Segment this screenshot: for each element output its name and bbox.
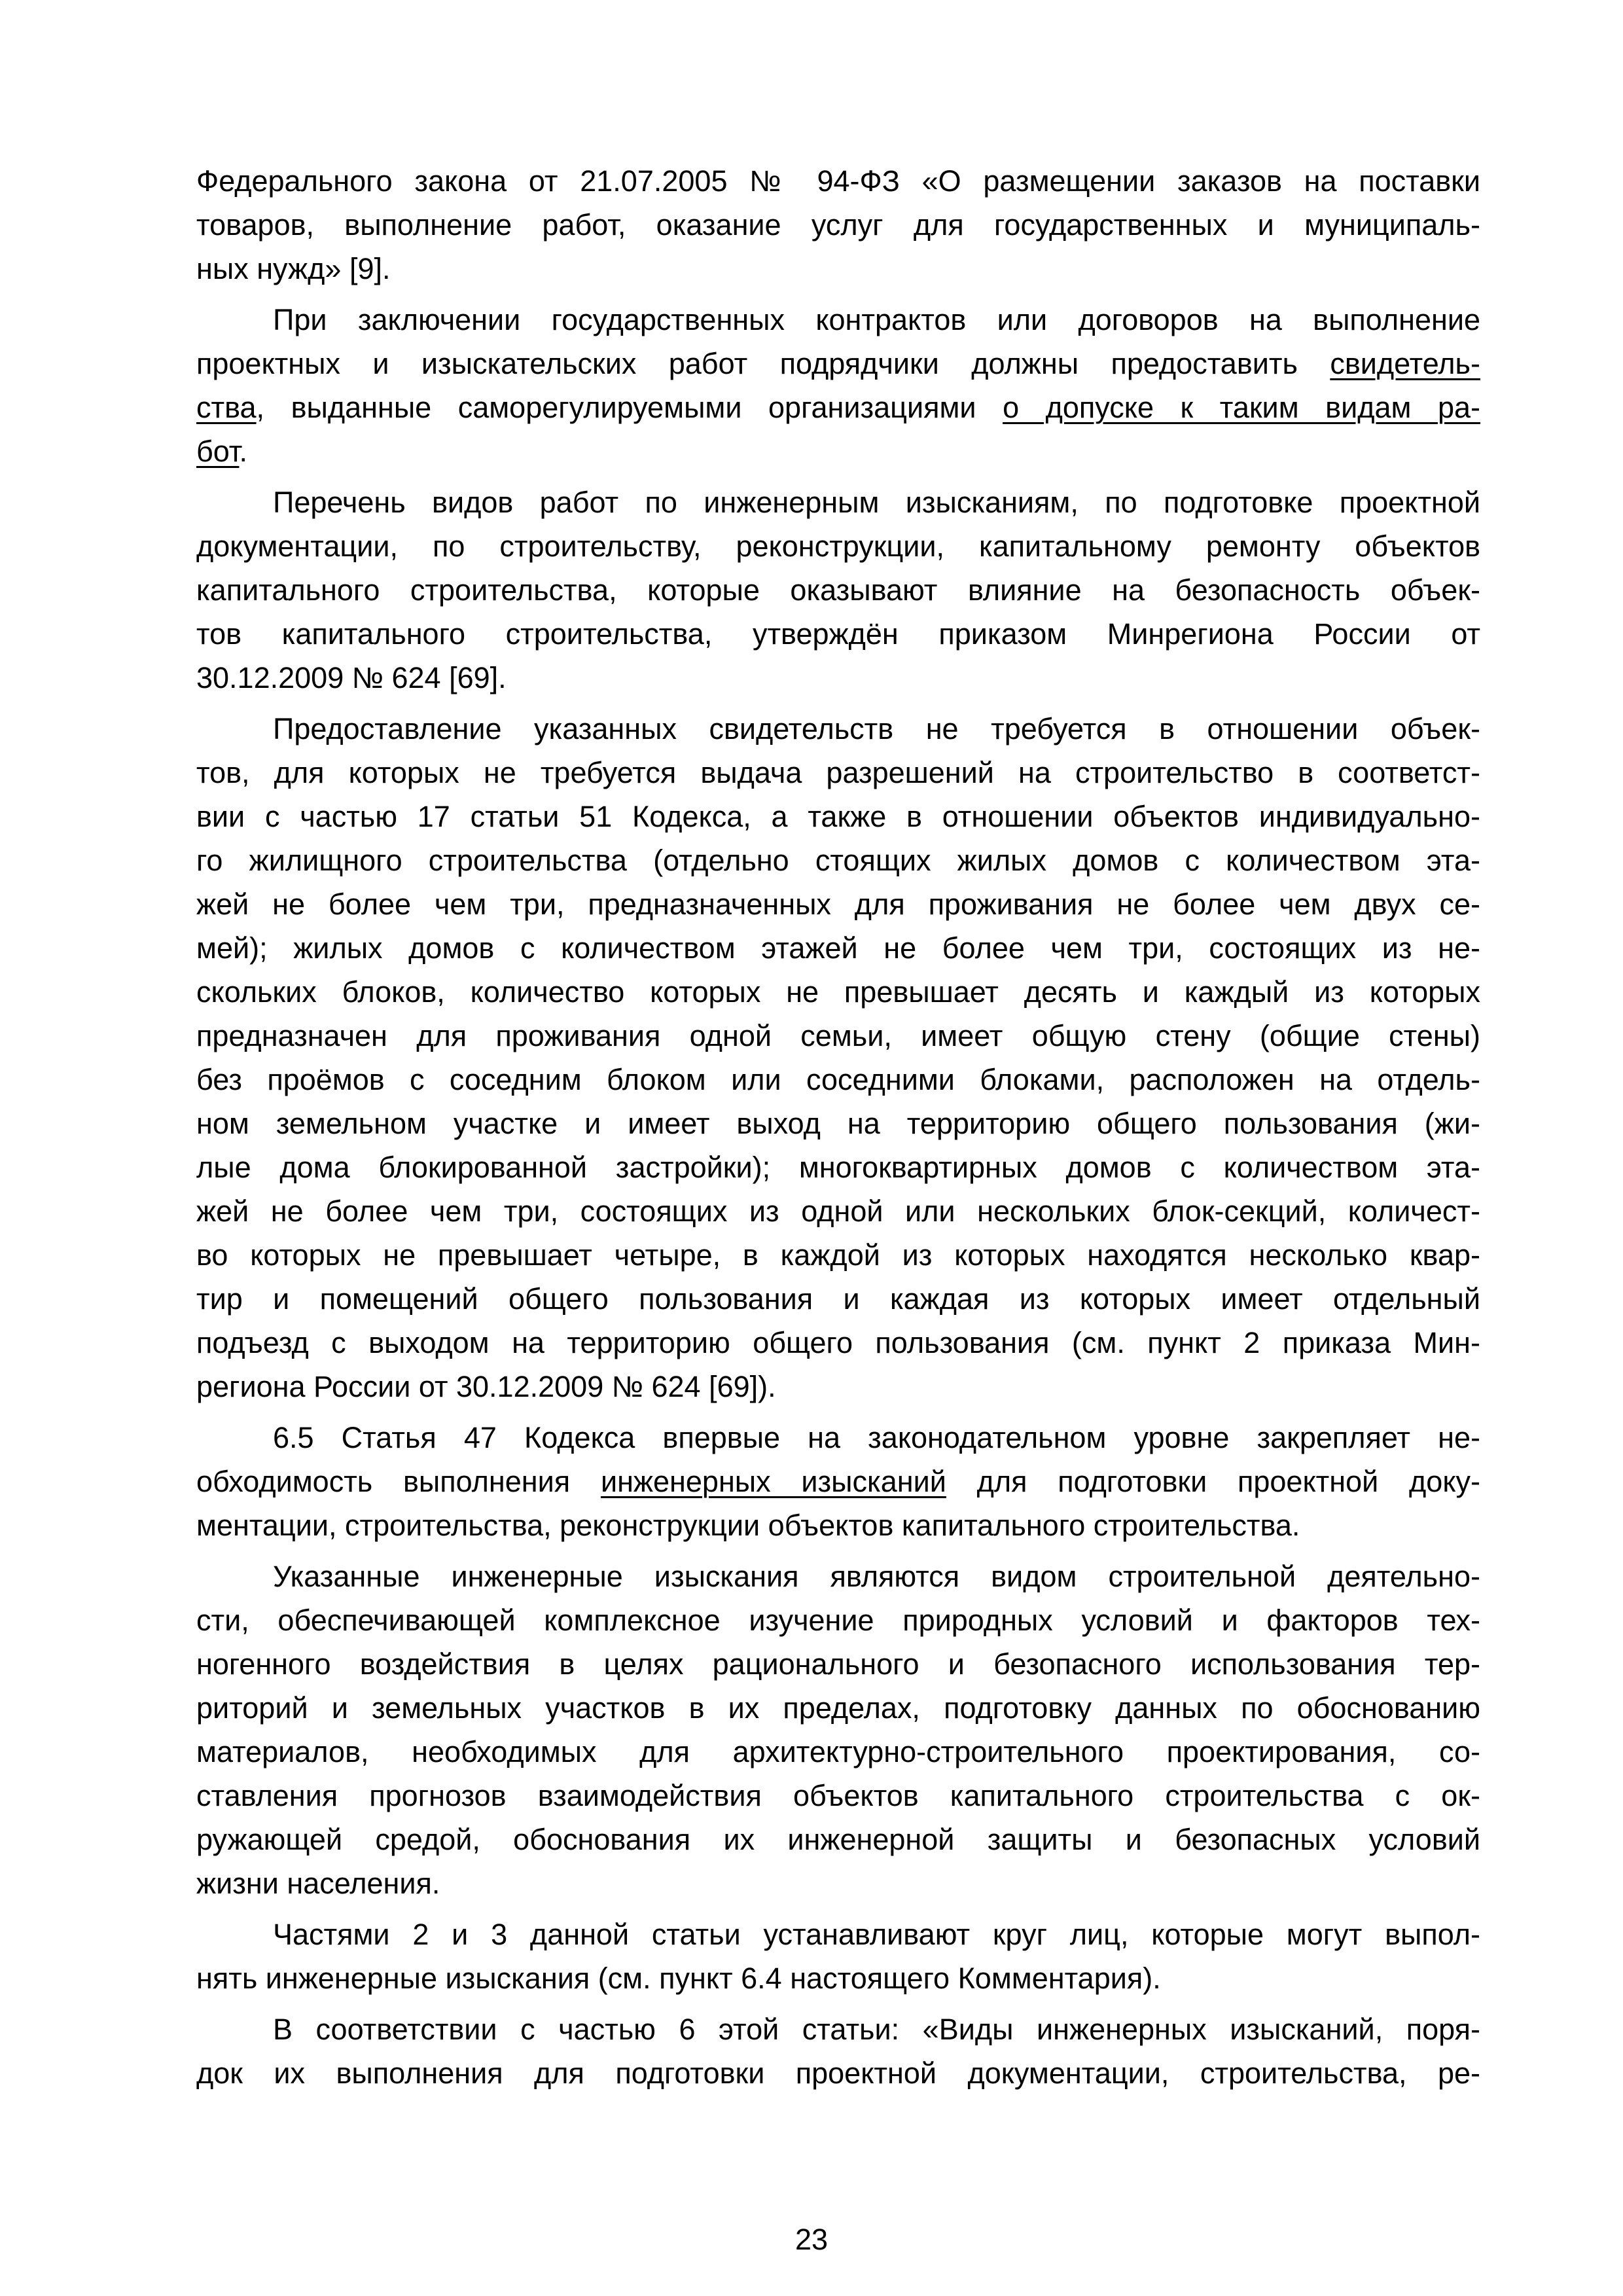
- text-line: скольких блоков, количество которых не превышает десять и каждый из которых: [196, 975, 1480, 1009]
- page-number: 23: [794, 2223, 829, 2256]
- text-line: При заключении государственных контрактов или договоров на выполнение: [273, 303, 1480, 336]
- text-line: тир и помещений общего пользования и каждая из которых имеет отдельный: [196, 1282, 1480, 1316]
- underlined-text: ства: [196, 391, 257, 424]
- paragraph: [196, 1912, 1480, 2000]
- text-line: ном земельном участке и имеет выход на территорию общего пользования (жи-: [196, 1107, 1480, 1140]
- text-line: во которых не превышает четыре, в каждой из которых находятся несколько квар-: [196, 1238, 1480, 1272]
- text-line: В соответствии с частью 6 этой статьи: «Виды инженерных изысканий, поря-: [273, 2013, 1480, 2046]
- text-line: сти, обеспечивающей комплексное изучение природных условий и факторов тех-: [196, 1604, 1480, 1637]
- document-body: [196, 159, 1480, 2102]
- text-line: док их выполнения для подготовки проектной документации, строительства, ре-: [196, 2056, 1480, 2090]
- text-line: вии с частью 17 статьи 51 Кодекса, а также в отношении объектов индивидуально-: [196, 800, 1480, 833]
- text-line: тов капитального строительства, утверждён приказом Минрегиона России от: [196, 617, 1480, 651]
- text-line: ных нужд» [9].: [196, 252, 391, 285]
- underlined-text: о допуске к таким видам ра-: [1003, 391, 1481, 424]
- text-line: мей); жилых домов с количеством этажей не более чем три, состоящих из не-: [196, 931, 1480, 965]
- text-line: Перечень видов работ по инженерным изысканиям, по подготовке проектной: [273, 486, 1480, 519]
- paragraph: [196, 2007, 1480, 2095]
- text-line: Указанные инженерные изыскания являются видом строительной деятельно-: [273, 1560, 1480, 1593]
- text-line: материалов, необходимых для архитектурно-строительного проектирования, со-: [196, 1735, 1480, 1768]
- text-segment: .: [239, 435, 247, 468]
- text-line: капитального строительства, которые оказывают влияние на безопасность объек-: [196, 573, 1480, 607]
- text-line: документации, по строительству, реконструкции, капитальному ремонту объектов: [196, 529, 1480, 563]
- text-line: региона России от 30.12.2009 № 624 [69]).: [196, 1370, 776, 1403]
- paragraph: [196, 480, 1480, 700]
- text-line: ногенного воздействия в целях рационального и безопасного использования тер-: [196, 1647, 1480, 1681]
- text-line: Предоставление указанных свидетельств не требуется в отношении объек-: [273, 712, 1480, 745]
- text-segment: проектных и изыскательских работ подрядчики должны предоставить: [196, 347, 1330, 380]
- text-line: 30.12.2009 № 624 [69].: [196, 661, 507, 694]
- text-segment: обходимость выполнения: [196, 1465, 601, 1498]
- text-segment: , выданные саморегулируемыми организациями: [256, 391, 1003, 424]
- text-line: Федерального закона от 21.07.2005 № 94-ФЗ «О размещении заказов на поставки: [196, 164, 1480, 198]
- underlined-text: инженерных изысканий: [600, 1465, 946, 1498]
- text-line: [196, 386, 1480, 429]
- paragraph: [196, 1554, 1480, 1905]
- text-line: жизни населения.: [196, 1867, 440, 1900]
- text-line: жей не более чем три, состоящих из одной или нескольких блок-секций, количест-: [196, 1194, 1480, 1228]
- paragraph: [196, 707, 1480, 1408]
- text-line: без проёмов с соседним блоком или соседними блоками, расположен на отдель-: [196, 1063, 1480, 1096]
- text-line: го жилищного строительства (отдельно стоящих жилых домов с количеством эта-: [196, 844, 1480, 877]
- paragraph: [196, 298, 1480, 473]
- paragraph: [196, 1416, 1480, 1547]
- text-line: жей не более чем три, предназначенных для проживания не более чем двух се-: [196, 888, 1480, 921]
- underlined-text: свидетель-: [1330, 347, 1480, 380]
- text-line: ружающей средой, обоснования их инженерной защиты и безопасных условий: [196, 1823, 1480, 1856]
- text-line: лые дома блокированной застройки); многоквартирных домов с количеством эта-: [196, 1151, 1480, 1184]
- text-line: нять инженерные изыскания (см. пункт 6.4 настоящего Комментария).: [196, 1962, 1161, 1995]
- underlined-text: бот: [196, 435, 240, 468]
- text-line: ментации, строительства, реконструкции объектов капитального строительства.: [196, 1509, 1300, 1542]
- text-segment: для подготовки проектной доку-: [946, 1465, 1481, 1498]
- text-line: ставления прогнозов взаимодействия объектов капитального строительства с ок-: [196, 1779, 1480, 1812]
- text-line: подъезд с выходом на территорию общего пользования (см. пункт 2 приказа Мин-: [196, 1326, 1480, 1359]
- text-line: риторий и земельных участков в их пределах, подготовку данных по обоснованию: [196, 1691, 1480, 1725]
- text-line: [196, 1460, 1480, 1503]
- text-line: 6.5 Статья 47 Кодекса впервые на законодательном уровне закрепляет не-: [273, 1421, 1480, 1454]
- text-line: предназначен для проживания одной семьи, имеет общую стену (общие стены): [196, 1019, 1480, 1052]
- text-line: тов, для которых не требуется выдача разрешений на строительство в соответст-: [196, 756, 1480, 789]
- text-line: [196, 342, 1480, 386]
- text-line: Частями 2 и 3 данной статьи устанавливают круг лиц, которые могут выпол-: [273, 1918, 1480, 1951]
- text-line: товаров, выполнение работ, оказание услуг для государственных и муниципаль-: [196, 208, 1480, 242]
- paragraph: [196, 159, 1480, 291]
- text-line: [196, 429, 1480, 473]
